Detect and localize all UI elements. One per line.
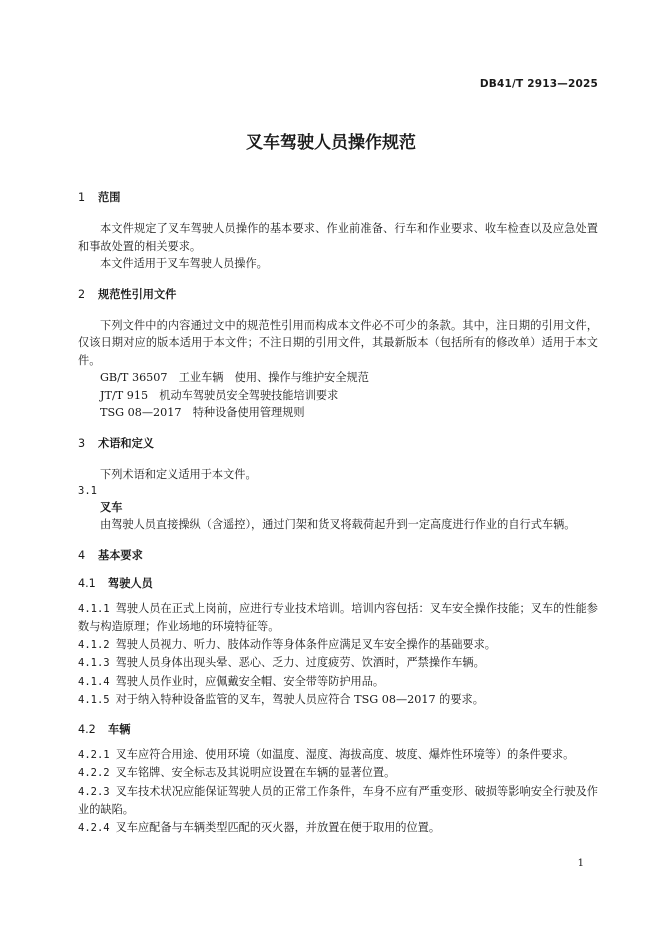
clause-item bbox=[78, 691, 598, 710]
paragraph: 本文件适用于叉车驾驶人员操作。 bbox=[100, 257, 268, 270]
section-number: 3 bbox=[78, 436, 86, 450]
clause-number: 4.1.2 bbox=[78, 638, 110, 651]
clause-number: 4.1.4 bbox=[78, 675, 110, 688]
clause-text: 叉车应配备与车辆类型匹配的灭火器，并放置在便于取用的位置。 bbox=[115, 820, 441, 834]
clause-number: 4.1.1 bbox=[78, 602, 110, 615]
clause-text: 对于纳入特种设备监管的叉车，驾驶人员应符合 TSG 08—2017 的要求。 bbox=[115, 693, 484, 706]
section-title: 规范性引用文件 bbox=[98, 287, 177, 301]
paragraph: 下列文件中的内容通过文中的规范性引用而构成本文件必不可少的条款。其中，注日期的引用文件，仅该日期对应的版本适用于本文件；不注日期的引用文件，其最新版本（包括所有的修改单）适用于本文件。 bbox=[78, 318, 598, 367]
clause-item bbox=[78, 783, 598, 819]
clause-text: 叉车技术状况应能保证驾驶人员的正常工作条件，车身不应有严重变形、破损等影响安全行驶及作业的缺陷。 bbox=[78, 784, 598, 816]
term-definition: 由驾驶人员直接操纵（含遥控），通过门架和货叉将载荷起升到一定高度进行作业的自行式车辆。 bbox=[100, 518, 576, 531]
clause-number: 4.1.5 bbox=[78, 694, 110, 706]
clause-item bbox=[78, 600, 598, 636]
subsection-number: 4.1 bbox=[78, 576, 96, 590]
subsection-title: 驾驶人员 bbox=[108, 576, 153, 590]
subsection-number: 4.2 bbox=[78, 722, 96, 736]
section-number: 2 bbox=[78, 287, 86, 301]
paragraph: 下列术语和定义适用于本文件。 bbox=[100, 467, 257, 481]
clause-item bbox=[78, 819, 598, 838]
clause-text: 叉车铭牌、安全标志及其说明应设置在车辆的显著位置。 bbox=[115, 766, 396, 779]
reference-item: JT/T 915 机动车驾驶员安全驾驶技能培训要求 bbox=[100, 388, 339, 402]
document-title: 叉车驾驶人员操作规范 bbox=[246, 133, 416, 153]
clause-number: 4.1.3 bbox=[78, 657, 110, 669]
section-number: 1 bbox=[78, 191, 86, 204]
clause-item bbox=[78, 654, 598, 673]
clause-text: 叉车应符合用途、使用环境（如温度、湿度、海拔高度、坡度、爆炸性环境等）的条件要求。 bbox=[115, 747, 575, 761]
section-title: 基本要求 bbox=[98, 548, 143, 562]
clause-item bbox=[78, 764, 598, 783]
clause-item bbox=[78, 746, 598, 765]
section-heading-1 bbox=[78, 190, 598, 206]
document-code: DB41/T 2913—2025 bbox=[479, 78, 598, 90]
clause-text: 驾驶人员作业时，应佩戴安全帽、安全带等防护用品。 bbox=[115, 674, 385, 688]
term-name: 叉车 bbox=[100, 501, 123, 514]
clause-item bbox=[78, 673, 598, 692]
section-heading-2 bbox=[78, 287, 598, 303]
reference-item: GB/T 36507 工业车辆 使用、操作与维护安全规范 bbox=[100, 371, 369, 384]
section-heading-4 bbox=[78, 548, 598, 564]
subsection-heading-4-1 bbox=[78, 576, 598, 592]
paragraph: 本文件规定了叉车驾驶人员操作的基本要求、作业前准备、行车和作业要求、收车检查以及应急处置和事故处置的相关要求。 bbox=[78, 222, 598, 253]
clause-text: 驾驶人员视力、听力、肢体动作等身体条件应满足叉车安全操作的基础要求。 bbox=[115, 637, 496, 651]
subsection-title: 车辆 bbox=[108, 722, 131, 736]
clause-text: 驾驶人员身体出现头晕、恶心、乏力、过度疲劳、饮酒时，严禁操作车辆。 bbox=[115, 656, 485, 669]
document-body bbox=[78, 190, 598, 837]
section-title: 术语和定义 bbox=[98, 436, 154, 450]
clause-number: 4.2.4 bbox=[78, 821, 110, 834]
clause-item bbox=[78, 636, 598, 655]
section-number: 4 bbox=[78, 548, 86, 562]
page-number: 1 bbox=[577, 858, 584, 869]
term-number: 3.1 bbox=[78, 485, 97, 497]
clause-number: 4.2.1 bbox=[78, 748, 110, 761]
reference-item: TSG 08—2017 特种设备使用管理规则 bbox=[100, 406, 305, 419]
subsection-heading-4-2 bbox=[78, 722, 598, 738]
clause-number: 4.2.2 bbox=[78, 767, 110, 779]
section-heading-3 bbox=[78, 436, 598, 452]
section-title: 范围 bbox=[98, 191, 121, 204]
clause-text: 驾驶人员在正式上岗前，应进行专业技术培训。培训内容包括：叉车安全操作技能；叉车的性能参数与构造原理；作业场地的环境特征等。 bbox=[78, 601, 598, 633]
clause-number: 4.2.3 bbox=[78, 785, 110, 798]
